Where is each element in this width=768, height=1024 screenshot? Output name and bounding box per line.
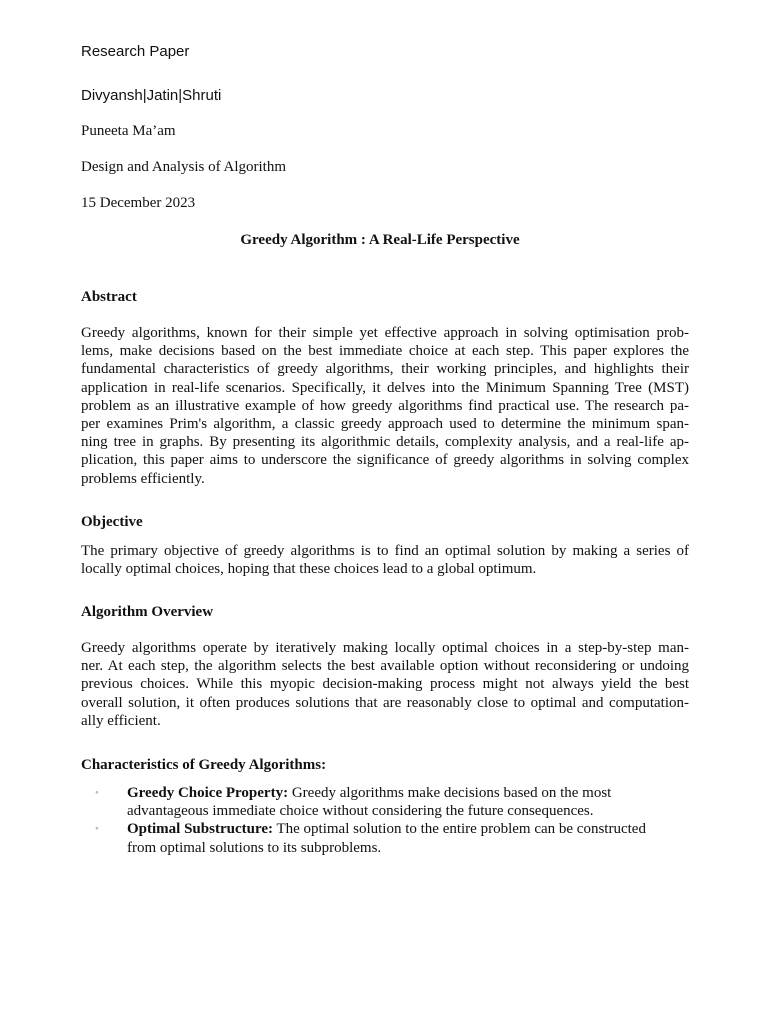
- abstract-line: problem as an illustrative example of how greedy algorithms find practical use. The research pa-: [81, 397, 689, 414]
- overview-line: overall solution, it often produces solutions that are reasonably close to optimal and computation-: [81, 694, 689, 711]
- abstract-line: plication, this paper aims to underscore the significance of greedy algorithms in solving complex: [81, 452, 689, 469]
- list-item-line: [127, 784, 701, 802]
- overview-paragraph: [81, 639, 689, 730]
- authors-line: Divyansh|Jatin|Shruti: [81, 87, 222, 104]
- overview-line: ner. At each step, the algorithm selects the best available option without reconsidering or undoing: [81, 658, 689, 675]
- list-item-line: from optimal solutions to its subproblems.: [127, 839, 382, 856]
- bullet-icon: •: [95, 823, 99, 836]
- overview-line: previous choices. While this myopic decision-making process might not always yield the best: [81, 676, 689, 693]
- characteristics-list: [81, 784, 701, 857]
- list-item-line: [127, 820, 701, 838]
- date-line: 15 December 2023: [81, 195, 196, 211]
- abstract-line: ning tree in graphs. By presenting its algorithmic details, complexity analysis, and a real-life ap-: [81, 434, 689, 451]
- list-item: [81, 784, 701, 820]
- objective-paragraph: [81, 542, 689, 578]
- abstract-line: problems efficiently.: [81, 470, 205, 487]
- abstract-line: lems, make decisions based on the best immediate choice at each step. This paper explores the: [81, 343, 689, 360]
- abstract-paragraph: [81, 324, 689, 488]
- abstract-line: per examines Prim's algorithm, a classic greedy approach used to determine the minimum span-: [81, 416, 689, 433]
- objective-line: The primary objective of greedy algorithms is to find an optimal solution by making a series of: [81, 543, 689, 559]
- overview-line: ally efficient.: [81, 712, 161, 729]
- instructor-line: Puneeta Ma’am: [81, 123, 176, 139]
- objective-heading: Objective: [81, 514, 143, 530]
- abstract-heading: Abstract: [81, 289, 137, 305]
- abstract-line: application in real-life scenarios. Specifically, it delves into the Minimum Spanning Tree (MST): [81, 379, 689, 396]
- objective-line: locally optimal choices, hoping that these choices lead to a global optimum.: [81, 561, 537, 578]
- abstract-line: Greedy algorithms, known for their simple yet effective approach in solving optimisation prob-: [81, 325, 689, 341]
- list-item-text: Greedy algorithms make decisions based on the most: [288, 785, 612, 801]
- abstract-line: fundamental characteristics of greedy algorithms, their working principles, and highlights their: [81, 361, 689, 378]
- list-item-text: The optimal solution to the entire problem can be constructed: [272, 821, 646, 838]
- list-item: [81, 820, 701, 856]
- overview-line: Greedy algorithms operate by iteratively making locally optimal choices in a step-by-step man-: [81, 640, 689, 656]
- course-line: Design and Analysis of Algorithm: [81, 159, 286, 175]
- bullet-icon: •: [95, 787, 99, 799]
- characteristics-heading: Characteristics of Greedy Algorithms:: [81, 757, 327, 773]
- list-item-term: Greedy Choice Property:: [127, 785, 289, 801]
- overview-heading: Algorithm Overview: [81, 604, 214, 620]
- doc-type-label: Research Paper: [81, 43, 190, 60]
- list-item-term: Optimal Substructure:: [127, 821, 273, 838]
- list-item-line: advantageous immediate choice without considering the future consequences.: [127, 803, 594, 820]
- paper-title: Greedy Algorithm : A Real-Life Perspective: [240, 232, 520, 248]
